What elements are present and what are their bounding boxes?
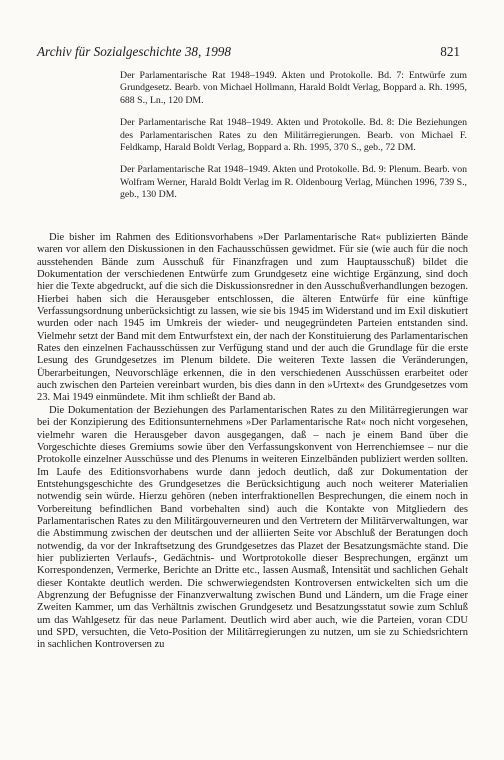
reference-entry: Der Parlamentarische Rat 1948–1949. Akten und Protokolle. Bd. 9: Plenum. Bearb. von Wolfram Werner, Harald Boldt Verlag im R. Oldenbourg Verlag, München 1996, 739 S., geb., 130 DM. xyxy=(120,164,467,201)
page-number: 821 xyxy=(440,44,460,59)
review-body xyxy=(37,232,468,652)
body-paragraph: Die Dokumentation der Beziehungen des Parlamentarischen Rates zu den Militärregierungen war bei der Konzipierung des Editionsunternehmens »Der Parlamentarische Rat« noch nicht vorgesehen, vielmehr waren die Herausgeber davon ausgegangen, daß – nach je einem Band über die Vorgeschichte dieses Gremiums sowie über den Verfassungskonvent von Herrenchiemsee – nur die Protokolle einzelner Ausschüsse und des Plenums in weiteren Einzelbänden publiziert werden sollten. Im Laufe des Editionsvorhabens wurde dann jedoch deutlich, daß zur Dokumentation der Entstehungsgeschichte des Grundgesetzes die Berücksichtigung auch noch weiterer Materialien notwendig sein würde. Hierzu gehören (neben interfraktionellen Besprechungen, die einem noch in Vorbereitung befindlichen Band vorbehalten sind) auch die Kontakte von Mitgliedern des Parlamentarischen Rates zu den Militärgouverneuren und den Vertretern der Militärverwaltungen, war die Abstimmung zwischen der deutschen und der alliierten Seite vor Abschluß der Beratungen doch notwendig, da vor der Inkraftsetzung des Grundgesetzes das Plazet der Besatzungsmächte stand. Die hier publizierten Verlaufs-, Gedächtnis- und Wortprotokolle dieser Besprechungen, ergänzt um Korrespondenzen, Vermerke, Berichte an Dritte etc., lassen Ausmaß, Intensität und sachlichen Gehalt dieser Kontakte deutlich werden. Die schwerwiegendsten Kontroversen entwickelten sich um die Abgrenzung der Befugnisse der Finanzverwaltung zwischen Bund und Ländern, um die Frage einer Zweiten Kammer, um das Verhältnis zwischen Grundgesetz und Besatzungsstatut sowie zum Schluß um das Wahlgesetz für das neue Parlament. Deutlich wird aber auch, wie die Parteien, voran CDU und SPD, versuchten, die Veto-Position der Militärregierungen zu nutzen, um sie zu Schiedsrichtern in sachlichen Kontroversen zu xyxy=(37,404,468,651)
reference-entry: Der Parlamentarische Rat 1948–1949. Akten und Protokolle. Bd. 7: Entwürfe zum Grundgesetz. Bearb. von Michael Hollmann, Harald Boldt Verlag, Boppard a. Rh. 1995, 688 S., Ln., 120 DM. xyxy=(120,70,467,106)
journal-title: Archiv für Sozialgeschichte 38, 1998 xyxy=(37,44,231,59)
running-header xyxy=(37,44,460,60)
reference-entry: Der Parlamentarische Rat 1948–1949. Akten und Protokolle. Bd. 8: Die Beziehungen des Parlamentarischen Rates zu den Militärregierungen. Bearb. von Michael F. Feldkamp, Harald Boldt Verlag, Boppard a. Rh. 1995, 370 S., geb., 72 DM. xyxy=(120,117,467,154)
body-paragraph: Die bisher im Rahmen des Editionsvorhabens »Der Parlamentarische Rat« publizierten Bände waren vor allem den Diskussionen in den Fachausschüssen gewidmet. Für sie (wie auch für die noch ausstehenden Bände zum Ausschuß für Finanzfragen und zum Hauptausschuß) bildet die Dokumentation der verschiedenen Entwürfe zum Grundgesetz eine wichtige Ergänzung, sind doch hier die Texte abgedruckt, auf die sich die Diskussionsredner in den Ausschußverhandlungen bezogen. Hierbei haben sich die Herausgeber entschlossen, die älteren Entwürfe für eine künftige Verfassungsordnung unberücksichtigt zu lassen, wie sie bis 1945 im Widerstand und im Exil diskutiert wurden oder nach 1945 im Umkreis der wieder- und neugegründeten Parteien entstanden sind. Vielmehr setzt der Band mit dem Entwurfstext ein, der nach der Konstituierung des Parlamentarischen Rates den einzelnen Fachausschüssen zur Verfügung stand und der auch die Grundlage für die erste Lesung des Grundgesetzes im Plenum bildete. Die weiteren Texte lassen die Veränderungen, Überarbeitungen, Neuvorschläge erkennen, die in den verschiedenen Ausschüssen erarbeitet oder auch zwischen den Parteien vereinbart wurden, bis dies dann in den »Urtext« des Grundgesetzes vom 23. Mai 1949 einmündete. Mit ihm schließt der Band ab. xyxy=(37,232,468,404)
reviewed-works-list xyxy=(120,70,467,212)
